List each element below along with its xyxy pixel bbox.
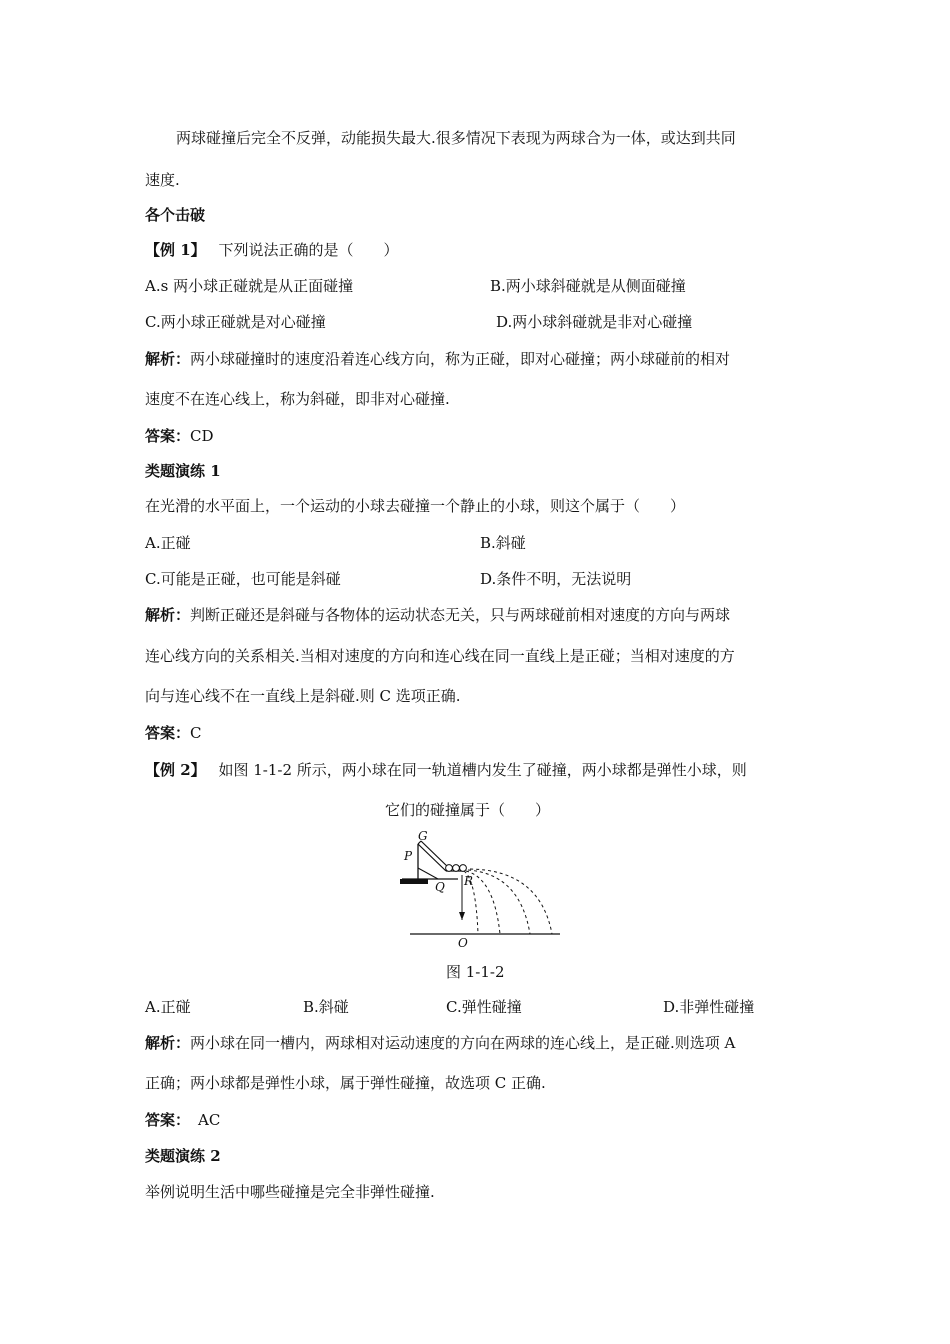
practice1-analysis-label: 解析： [145, 606, 191, 624]
stand-base [400, 879, 428, 884]
example2-question-line-2: 它们的碰撞属于（ ） [385, 801, 551, 819]
example2-answer-label: 答案： [145, 1111, 191, 1129]
support-brace [418, 868, 438, 879]
practice1-analysis-line-2: 连心线方向的关系相关.当相对速度的方向和连心线在同一直线上是正碰；当相对速度的方 [145, 647, 735, 665]
trajectory-4 [470, 869, 552, 934]
practice1-answer-label: 答案： [145, 724, 191, 742]
practice1-option-d: D.条件不明，无法说明 [480, 570, 632, 588]
section-title: 各个击破 [145, 206, 206, 224]
practice1-analysis-line-3: 向与连心线不在一直线上是斜碰.则 C 选项正确. [145, 687, 461, 705]
practice1-analysis-text: 判断正碰还是斜碰与各物体的运动状态无关，只与两球碰前相对速度的方向与两球 [190, 606, 731, 624]
example1-answer-label: 答案： [145, 427, 191, 445]
example1-option-d: D.两小球斜碰就是非对心碰撞 [496, 313, 693, 331]
label-p: P [404, 849, 413, 863]
practice1-answer [145, 723, 202, 743]
label-o: O [458, 936, 468, 950]
example2-question-text: 如图 1-1-2 所示，两小球在同一轨道槽内发生了碰撞，两小球都是弹性小球，则 [218, 761, 747, 779]
example2-option-a: A.正碰 [145, 998, 191, 1016]
intro-line-2: 速度. [145, 171, 180, 189]
example2-answer-value: AC [198, 1111, 221, 1129]
example1-analysis-line-2: 速度不在连心线上，称为斜碰，即非对心碰撞. [145, 390, 450, 408]
example1-answer [145, 426, 214, 446]
example1-analysis-label: 解析： [145, 350, 191, 368]
example2-analysis-line-1 [145, 1033, 735, 1053]
example1-option-a: A.s 两小球正碰就是从正面碰撞 [145, 277, 354, 295]
example2-answer [145, 1110, 220, 1130]
practice2-title: 类题演练 2 [145, 1147, 221, 1165]
example2-option-d: D.非弹性碰撞 [663, 998, 755, 1016]
practice1-analysis-line-1 [145, 605, 730, 625]
practice1-option-b: B.斜碰 [480, 534, 526, 552]
example2-option-b: B.斜碰 [303, 998, 349, 1016]
intro-line-1: 两球碰撞后完全不反弹，动能损失最大.很多情况下表现为两球合为一体，或达到共同 [176, 129, 736, 147]
example2-analysis-text: 两小球在同一槽内，两球相对运动速度的方向在两球的连心线上，是正碰.则选项 A [190, 1034, 736, 1052]
ball-2 [453, 865, 460, 872]
example1-option-c: C.两小球正碰就是对心碰撞 [145, 313, 326, 331]
practice1-question: 在光滑的水平面上，一个运动的小球去碰撞一个静止的小球，则这个属于（ ） [145, 497, 686, 515]
practice1-option-c: C.可能是正碰，也可能是斜碰 [145, 570, 341, 588]
example1-analysis-text: 两小球碰撞时的速度沿着连心线方向，称为正碰，即对心碰撞；两小球碰前的相对 [190, 350, 731, 368]
track-upper [418, 844, 446, 871]
example2-analysis-label: 解析： [145, 1034, 191, 1052]
ball-3 [460, 865, 467, 872]
example2-question-line-1 [145, 760, 747, 780]
label-g: G [418, 830, 428, 843]
example1-option-b: B.两小球斜碰就是从侧面碰撞 [490, 277, 686, 295]
example1-analysis-line-1 [145, 349, 730, 369]
arrow-head [459, 912, 465, 920]
practice2-question: 举例说明生活中哪些碰撞是完全非弹性碰撞. [145, 1183, 435, 1201]
practice1-answer-value: C [190, 724, 202, 742]
example1-tag: 【例 1】 [145, 241, 206, 259]
example2-tag: 【例 2】 [145, 761, 206, 779]
example1-answer-value: CD [190, 427, 214, 445]
example1-question-line [145, 240, 398, 260]
label-q: Q [435, 880, 445, 894]
figure-caption: 图 1-1-2 [446, 963, 505, 981]
example2-option-c: C.弹性碰撞 [446, 998, 522, 1016]
ball-1 [446, 865, 453, 872]
label-r: R [464, 874, 474, 888]
track-upper-edge [421, 841, 450, 869]
practice1-option-a: A.正碰 [145, 534, 191, 552]
example1-question: 下列说法正确的是（ ） [218, 241, 399, 259]
practice1-title: 类题演练 1 [145, 462, 221, 480]
example2-analysis-line-2: 正确；两小球都是弹性小球，属于弹性碰撞，故选项 C 正确. [145, 1074, 546, 1092]
collision-figure [380, 830, 580, 952]
